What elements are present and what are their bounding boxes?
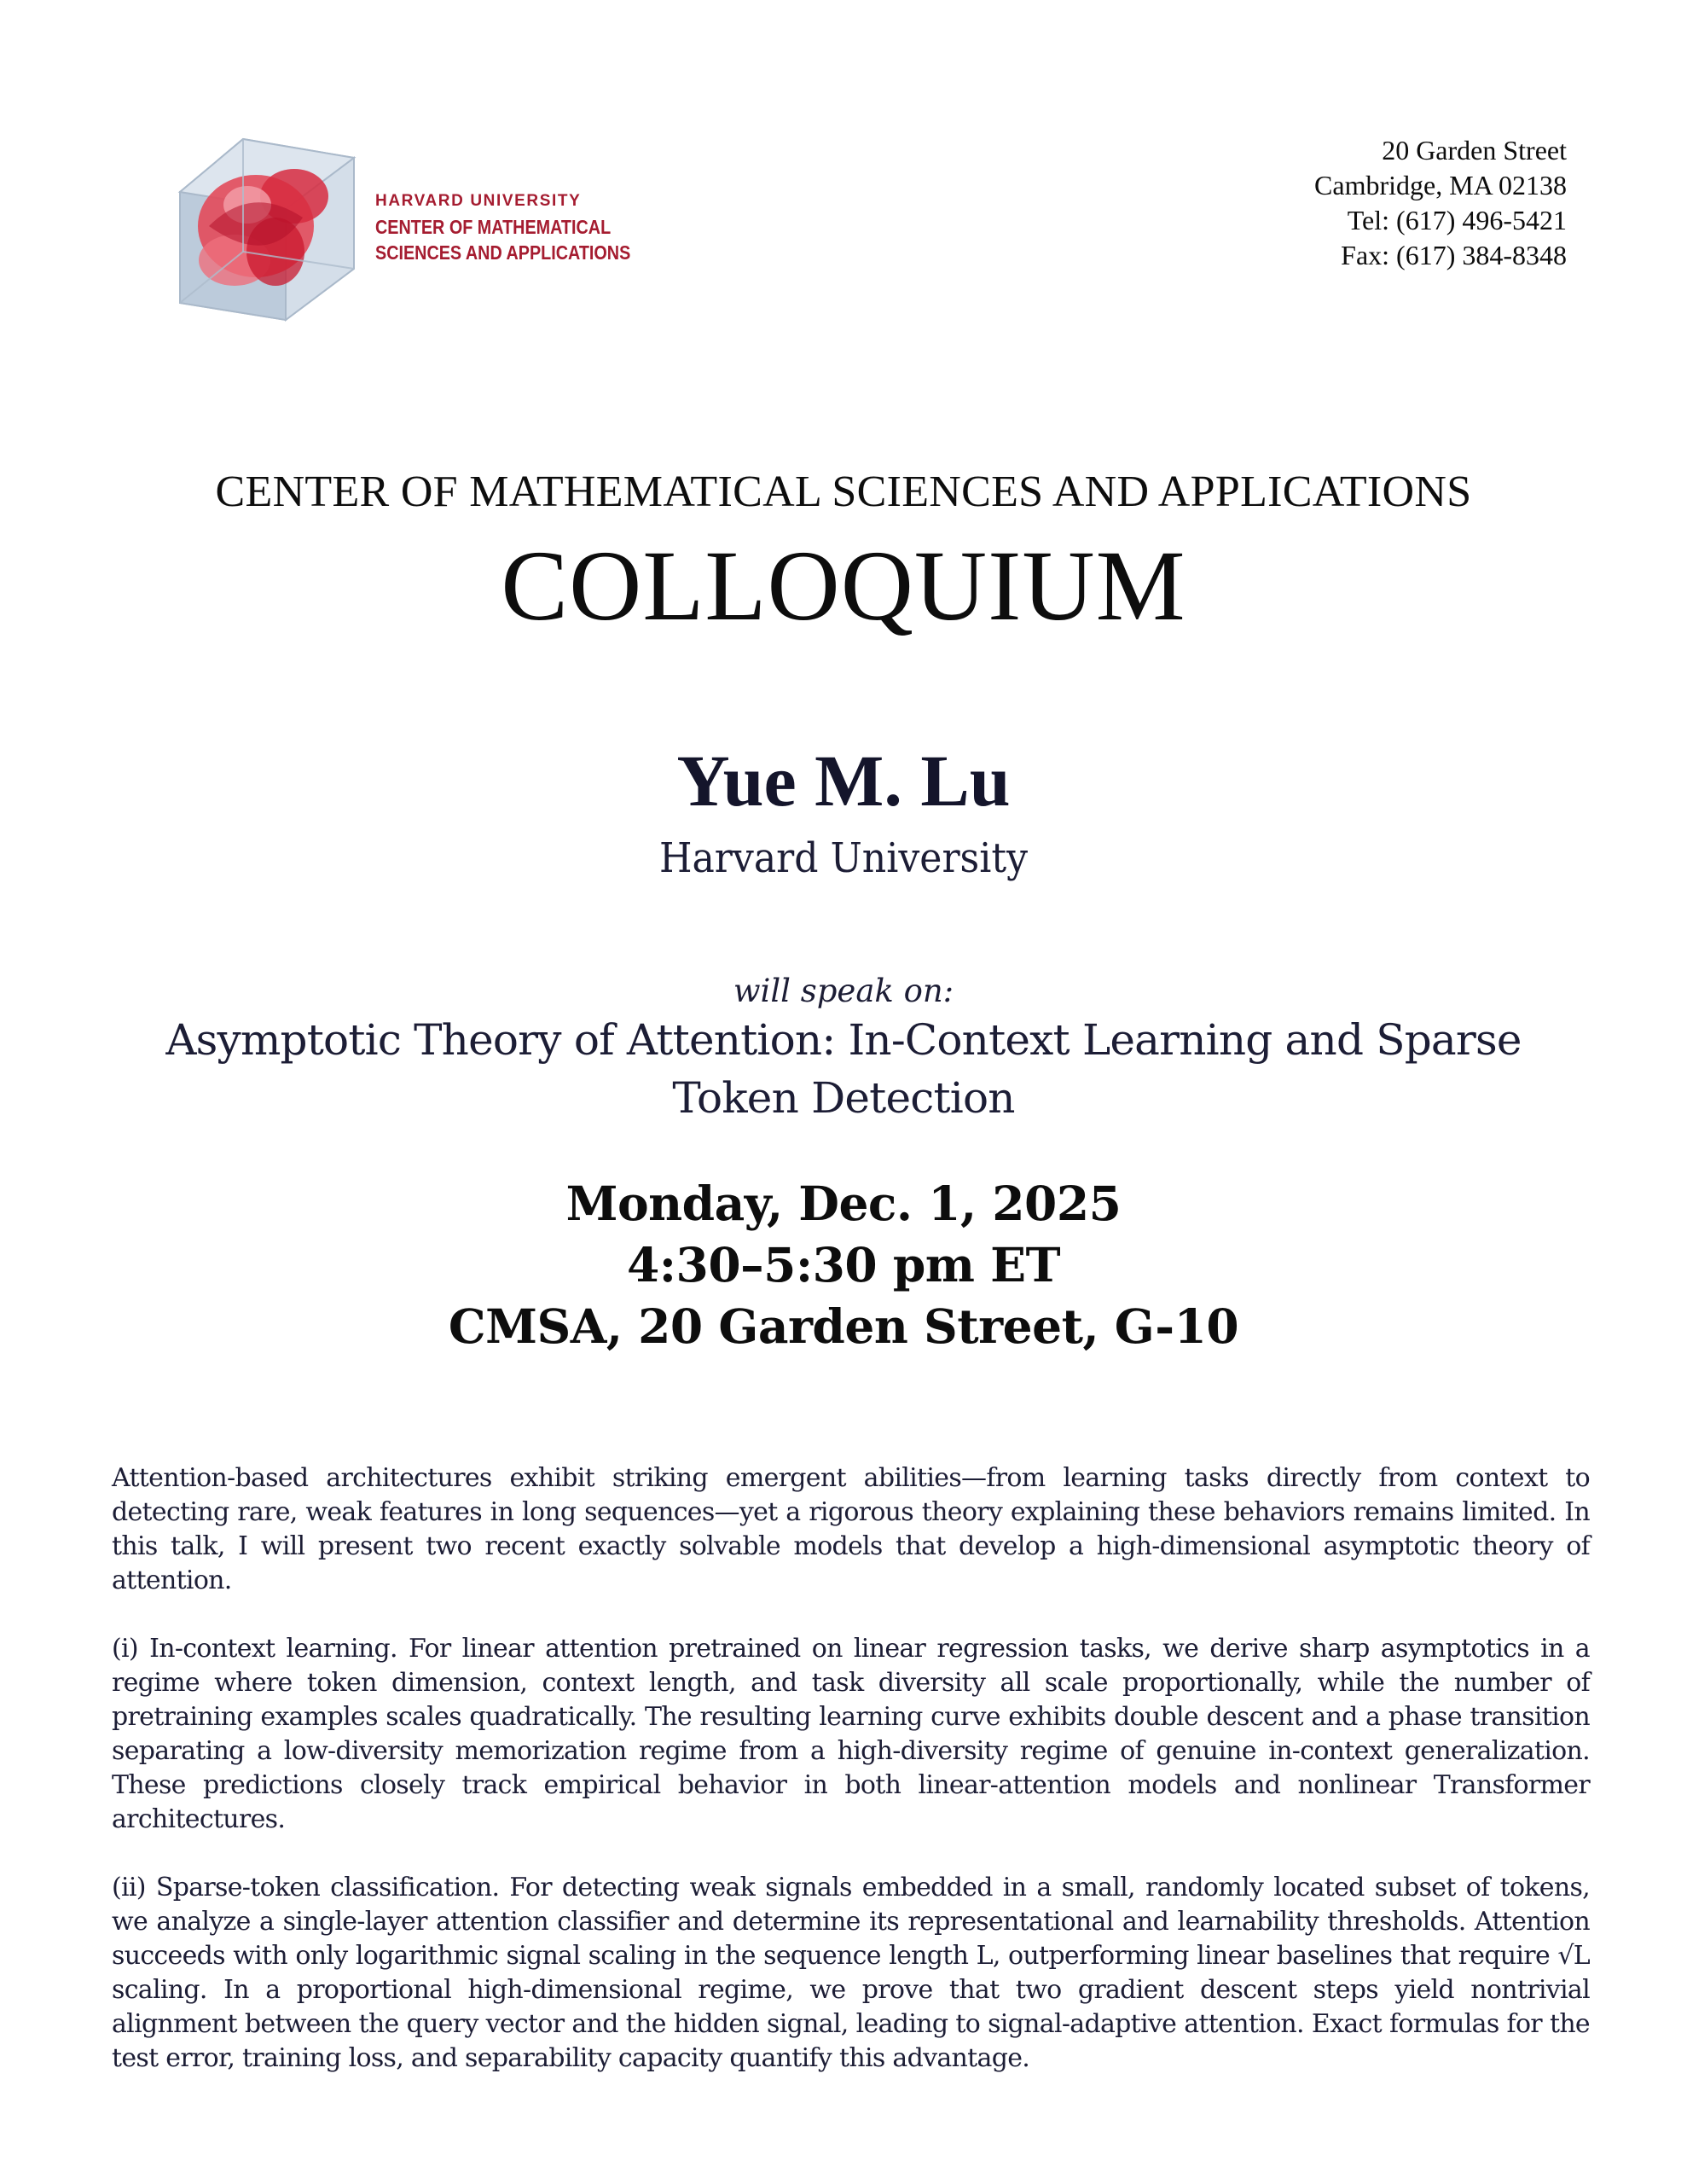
abstract-paragraph-3: (ii) Sparse-token classification. For detecting weak signals embedded in a small, randomly located subset of tokens, we analyze a single-layer attention classifier and determine its representational and learnability thresholds. Attention succeeds with only logarithmic signal scaling in the sequence length L, outperforming linear baselines that require √L scaling. In a proportional high-dimensional regime, we prove that two gradient descent steps yield nontrivial alignment between the query vector and the hidden signal, leading to signal-adaptive attention. Exact formulas for the test error, training loss, and separability capacity quantify this advantage. (112, 1873, 1590, 2073)
logo-line-3: SCIENCES AND APPLICATIONS (375, 241, 631, 264)
cube-logo-icon (175, 132, 371, 324)
event-location: CMSA, 20 Garden Street, G-10 (448, 1298, 1239, 1354)
logo-line-1: HARVARD UNIVERSITY (375, 192, 582, 210)
abstract (112, 1461, 1590, 2110)
speaker-affiliation: Harvard University (658, 834, 1029, 882)
talk-title: Asymptotic Theory of Attention: In-Context Learning and Sparse Token Detection (165, 1015, 1522, 1123)
address-fax: Fax: (617) 384-8348 (1341, 240, 1567, 270)
series-title: COLLOQUIUM (501, 530, 1186, 642)
cmsa-logo (175, 132, 635, 324)
address-block (1314, 133, 1567, 273)
speaker-name: Yue M. Lu (676, 740, 1011, 822)
logo-line-2: CENTER OF MATHEMATICAL (375, 216, 612, 238)
event-details (0, 1173, 1687, 1357)
event-date: Monday, Dec. 1, 2025 (565, 1176, 1122, 1231)
abstract-paragraph-1: Attention-based architectures exhibit striking emergent abilities—from learning tasks directly from context to detecting rare, weak features in long sequences—yet a rigorous theory explaining these behaviors remains limited. In this talk, I will present two recent exactly solvable models that develop a high-dimensional asymptotic theory of attention. (112, 1463, 1590, 1595)
talk-intro: will speak on: (733, 973, 954, 1009)
abstract-paragraph-2: (i) In-context learning. For linear attention pretrained on linear regression tasks, we derive sharp asymptotics in a regime where token dimension, context length, and task diversity all scale proportionally, while the number of pretraining examples scales quadratically. The resulting learning curve exhibits double descent and a phase transition separating a low-diversity memorization regime from a high-diversity regime of genuine in-context generalization. These predictions closely track empirical behavior in both linear-attention models and nonlinear Transformer architectures. (112, 1634, 1590, 1834)
event-time: 4:30–5:30 pm ET (626, 1237, 1061, 1292)
address-street: 20 Garden Street (1382, 135, 1567, 166)
center-name-heading: CENTER OF MATHEMATICAL SCIENCES AND APPLICATIONS (215, 468, 1472, 516)
address-tel: Tel: (617) 496-5421 (1347, 205, 1567, 235)
address-city: Cambridge, MA 02138 (1314, 170, 1567, 200)
logo-wordmark (375, 189, 672, 265)
